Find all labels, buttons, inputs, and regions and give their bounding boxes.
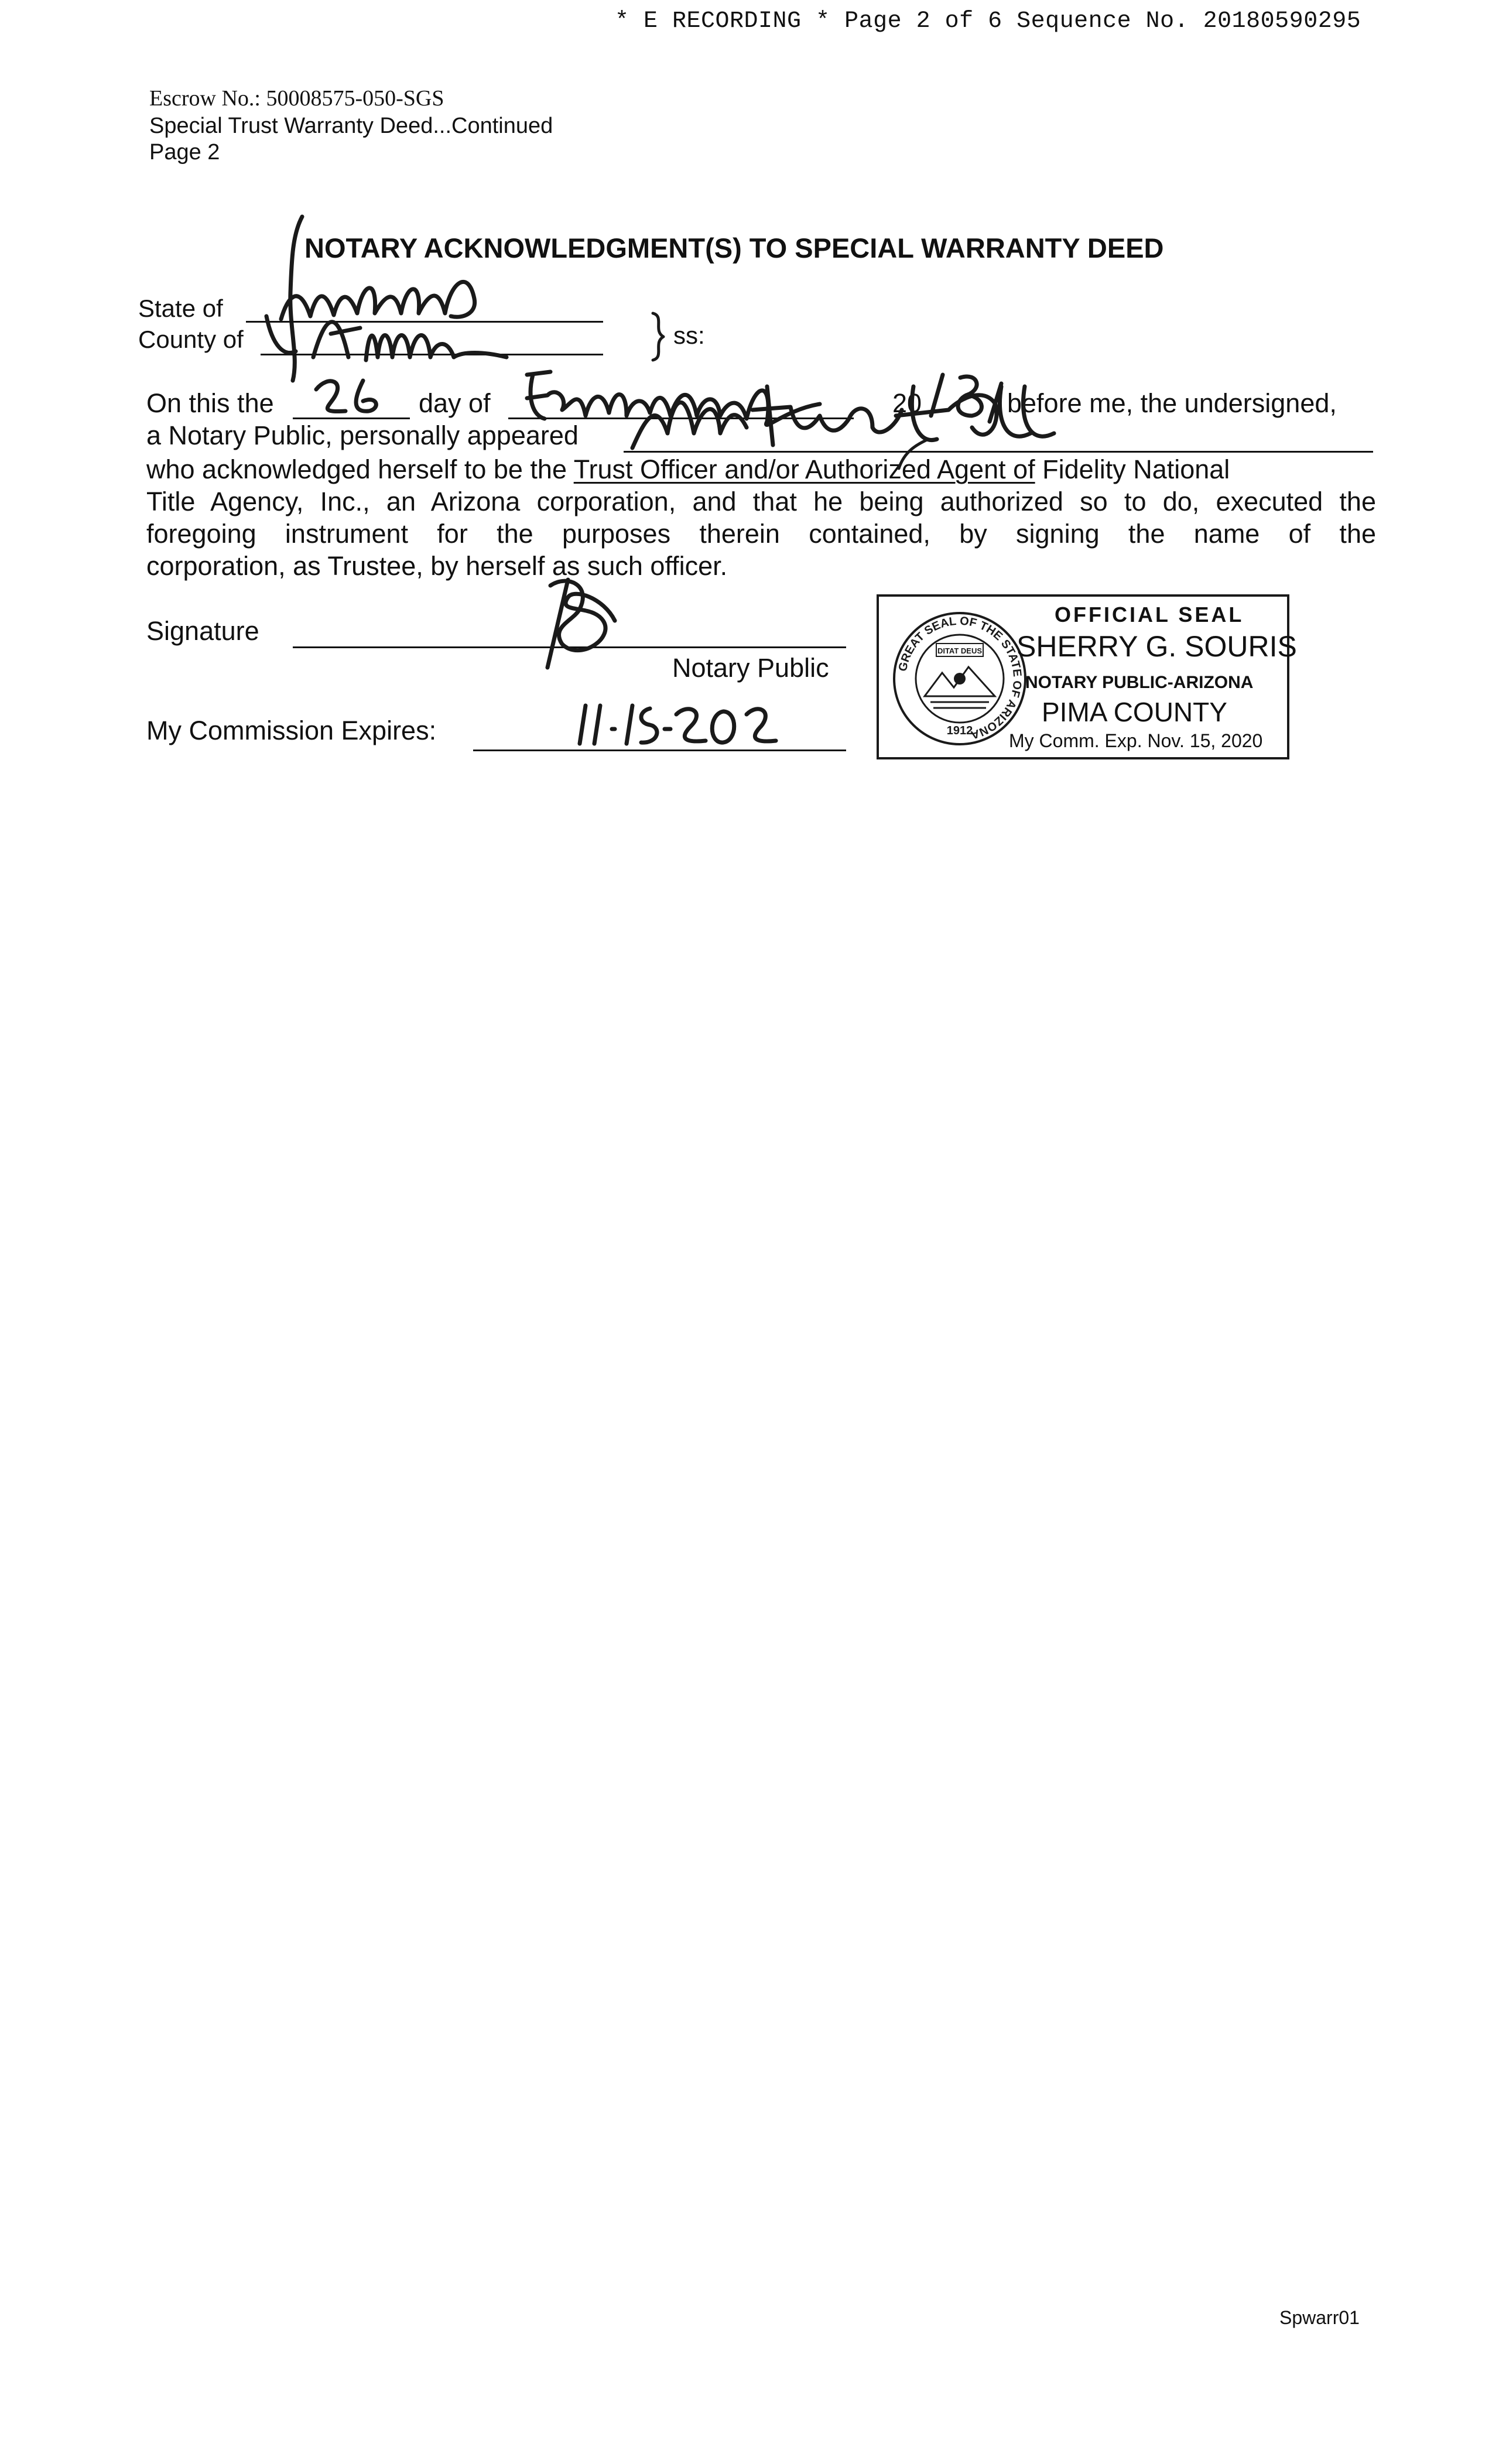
escrow-line: [149, 85, 444, 111]
officer-title: Trust Officer and/or Authorized Agent of: [573, 454, 1035, 484]
commission-label: My Commission Expires:: [146, 716, 437, 745]
appeared-name-handwriting: [621, 363, 1060, 457]
acknowledged-line: [146, 454, 1230, 485]
arizona-state-seal-emblem: [889, 608, 1030, 749]
state-label: State of: [138, 295, 223, 322]
body-line-5: foregoing instrument for the purposes therein contained, by signing the name of the: [146, 519, 1376, 549]
acknowledged-start: who acknowledged herself to be the: [146, 454, 567, 484]
ss-label: ss:: [673, 321, 705, 349]
seal-notary-state: NOTARY PUBLIC-ARIZONA: [1025, 673, 1254, 692]
recording-header: * E RECORDING * Page 2 of 6 Sequence No. 20180590295: [615, 8, 1361, 35]
day-of-label: day of: [419, 388, 491, 418]
seal-year: 1912: [946, 724, 973, 737]
page-number: Page 2: [149, 140, 220, 165]
official-seal-stamp: [877, 594, 1297, 759]
deed-subtitle: Special Trust Warranty Deed...Continued: [149, 114, 553, 138]
body-line-4: Title Agency, Inc., an Arizona corporation, and that he being authorized so to do, executed the: [146, 487, 1376, 516]
ss-brace: [647, 307, 670, 366]
year-prefix: 20: [892, 388, 922, 418]
escrow-label: Escrow No.:: [149, 86, 261, 111]
commission-date-handwriting: [571, 697, 793, 750]
on-this-the: On this the: [146, 388, 274, 418]
county-handwriting: [261, 293, 536, 369]
county-label: County of: [138, 326, 244, 353]
notary-public-label: Notary Public: [672, 653, 829, 683]
seal-title: OFFICIAL SEAL: [1055, 603, 1244, 627]
seal-county: PIMA COUNTY: [1042, 697, 1227, 727]
personally-appeared: a Notary Public, personally appeared: [146, 420, 579, 450]
seal-expiry: My Comm. Exp. Nov. 15, 2020: [1009, 730, 1263, 751]
notary-signature: [515, 562, 644, 697]
commission-line: [473, 750, 846, 751]
day-value: [310, 370, 311, 371]
signature-label: Signature: [146, 616, 259, 646]
acknowledged-end: Fidelity National: [1042, 454, 1230, 484]
authorized-initial-mark: [893, 433, 940, 474]
seal-notary-name: SHERRY G. SOURIS: [1017, 630, 1297, 663]
form-code: Spwarr01: [1279, 2307, 1360, 2328]
notary-heading: NOTARY ACKNOWLEDGMENT(S) TO SPECIAL WARRANTY DEED: [304, 232, 1164, 263]
before-me-text: before me, the undersigned,: [1007, 388, 1337, 418]
day-handwriting: [310, 375, 404, 422]
seal-motto: DITAT DEUS: [937, 646, 983, 655]
escrow-number: 50008575-050-SGS: [266, 86, 444, 111]
seal-emblem-text: GREAT SEAL OF THE STATE OF ARIZONA: [896, 614, 1024, 741]
body-line-6: corporation, as Trustee, by herself as such officer.: [146, 551, 728, 581]
